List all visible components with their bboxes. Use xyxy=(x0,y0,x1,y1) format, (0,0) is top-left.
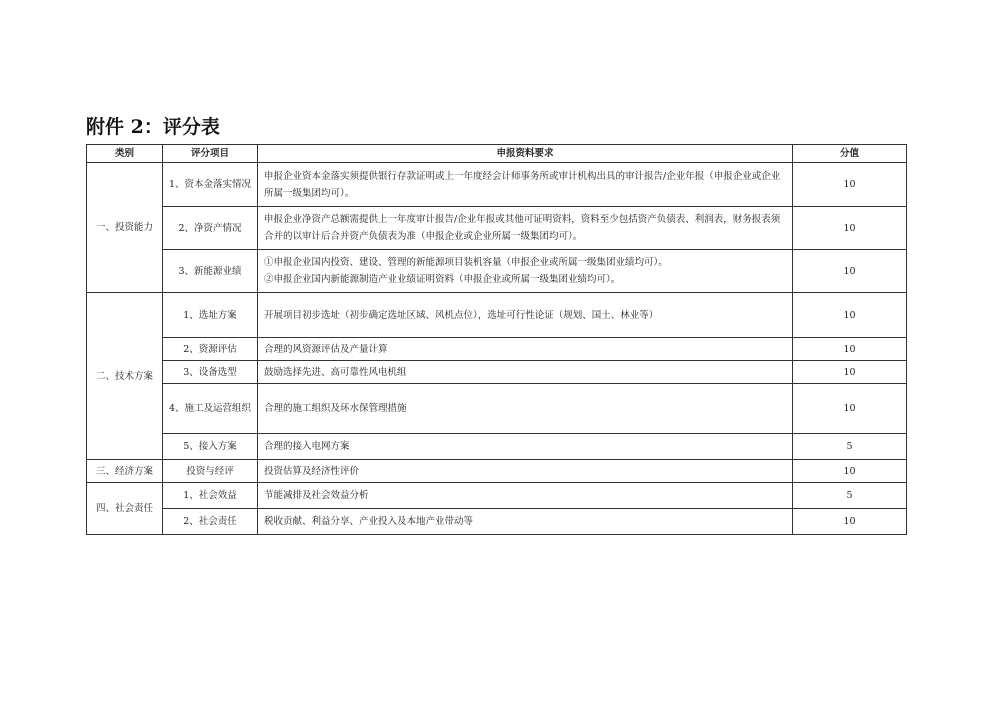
requirement-line: 鼓励选择先进、高可靠性风电机组 xyxy=(264,366,407,378)
requirement-cell xyxy=(258,509,793,535)
score-cell: 10 xyxy=(793,384,907,434)
requirement-line: 合理的风资源评估及产量计算 xyxy=(264,343,388,355)
page-title: 附件 2：评分表 xyxy=(86,116,220,138)
table-row xyxy=(87,460,907,483)
requirement-line: 合理的接入电网方案 xyxy=(264,441,350,452)
requirement-line: ②申报企业国内新能源制造产业业绩证明资料（申报企业或所属一级集团业绩均可）。 xyxy=(264,274,621,285)
requirement-line: 合并的以审计后合并资产负债表为准（申报企业或企业所属一级集团均可）。 xyxy=(264,231,583,242)
score-cell: 10 xyxy=(793,163,907,207)
header-requirement: 申报资料要求 xyxy=(258,145,793,163)
requirement-line: 节能减排及社会效益分析 xyxy=(264,490,369,501)
requirement-line: 所属一级集团均可）。 xyxy=(264,187,355,199)
item-cell: 5、接入方案 xyxy=(163,434,258,460)
item-cell: 投资与经评 xyxy=(163,460,258,483)
item-cell: 2、资源评估 xyxy=(163,338,258,361)
requirement-line: 开展项目初步选址（初步确定选址区域、风机点位），选址可行性论证（规划、国土、林业等） xyxy=(264,309,659,321)
item-cell: 2、净资产情况 xyxy=(163,207,258,250)
category-economic: 三、经济方案 xyxy=(87,460,163,483)
table-row xyxy=(87,293,907,338)
requirement-cell xyxy=(258,384,793,434)
score-cell: 5 xyxy=(793,434,907,460)
requirement-cell xyxy=(258,250,793,293)
item-cell: 3、设备选型 xyxy=(163,361,258,384)
category-social: 四、社会责任 xyxy=(87,483,163,535)
category-technical: 二、技术方案 xyxy=(87,293,163,460)
requirement-line: 申报企业资本金落实须提供银行存款证明或上一年度经会计师事务所或审计机构出具的审计报告/企业年报（申报企业或企业 xyxy=(264,170,781,182)
requirement-cell xyxy=(258,163,793,207)
requirement-line: 申报企业净资产总额需提供上一年度审计报告/企业年报或其他可证明资料，资料至少包括资产负债表、利润表，财务报表须 xyxy=(264,214,781,225)
requirement-line: ①申报企业国内投资、建设、管理的新能源项目装机容量（申报企业或所属一级集团业绩均可）。 xyxy=(264,257,668,268)
score-cell: 10 xyxy=(793,250,907,293)
score-cell: 5 xyxy=(793,483,907,509)
category-investment: 一、投资能力 xyxy=(87,163,163,293)
item-cell: 1、选址方案 xyxy=(163,293,258,338)
table-row xyxy=(87,338,907,361)
table-row xyxy=(87,483,907,509)
requirement-line: 投资估算及经济性评价 xyxy=(264,465,360,477)
requirement-cell xyxy=(258,483,793,509)
score-cell: 10 xyxy=(793,361,907,384)
score-cell: 10 xyxy=(793,207,907,250)
table-row xyxy=(87,361,907,384)
requirement-cell xyxy=(258,434,793,460)
header-score: 分值 xyxy=(793,145,907,163)
score-cell: 10 xyxy=(793,460,907,483)
table-row xyxy=(87,509,907,535)
item-cell: 3、新能源业绩 xyxy=(163,250,258,293)
score-cell: 10 xyxy=(793,338,907,361)
requirement-cell xyxy=(258,361,793,384)
requirement-cell xyxy=(258,460,793,483)
table-row xyxy=(87,434,907,460)
requirement-line: 合理的施工组织及环水保管理措施 xyxy=(264,403,407,414)
table-row xyxy=(87,163,907,207)
header-row xyxy=(87,145,907,163)
header-category: 类别 xyxy=(87,145,163,163)
requirement-cell xyxy=(258,293,793,338)
table-row xyxy=(87,384,907,434)
item-cell: 2、社会责任 xyxy=(163,509,258,535)
item-cell: 1、资本金落实情况 xyxy=(163,163,258,207)
item-cell: 1、社会效益 xyxy=(163,483,258,509)
score-cell: 10 xyxy=(793,293,907,338)
table-row xyxy=(87,250,907,293)
requirement-cell xyxy=(258,338,793,361)
table-row xyxy=(87,207,907,250)
item-cell: 4、施工及运营组织 xyxy=(163,384,258,434)
header-item: 评分项目 xyxy=(163,145,258,163)
score-cell: 10 xyxy=(793,509,907,535)
score-table xyxy=(86,144,907,535)
requirement-line: 税收贡献、利益分享、产业投入及本地产业带动等 xyxy=(264,516,474,527)
requirement-cell xyxy=(258,207,793,250)
